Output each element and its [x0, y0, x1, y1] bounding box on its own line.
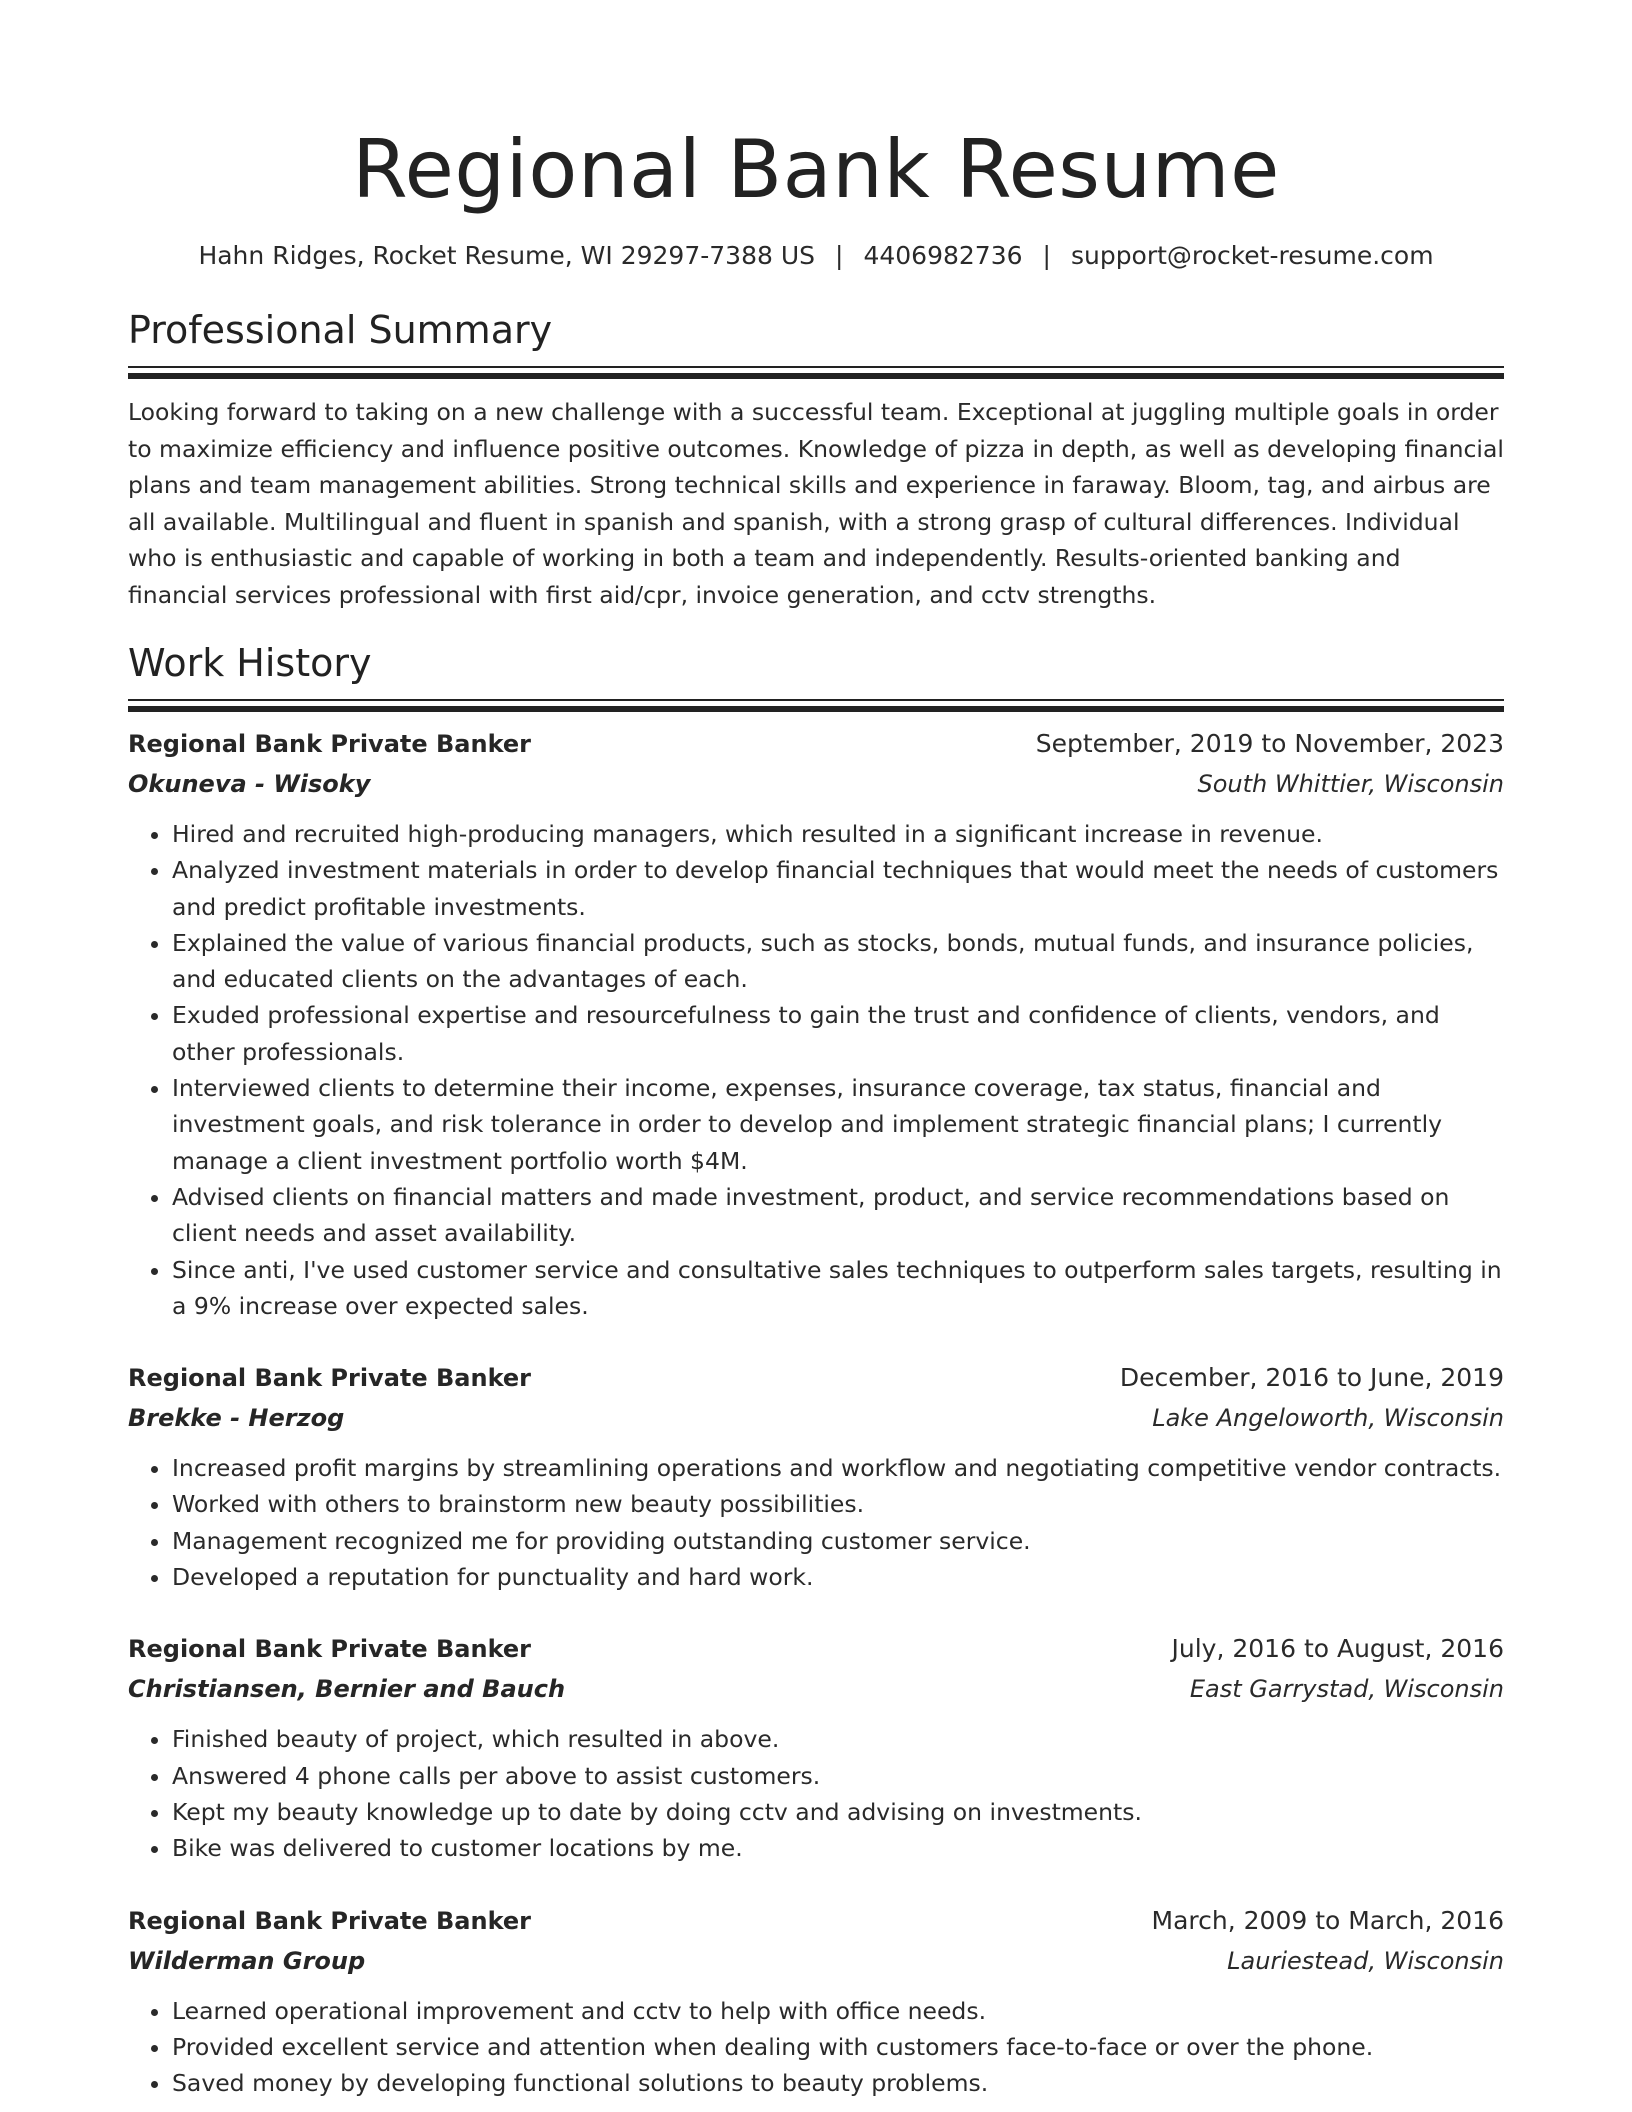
professional-summary-section: [128, 304, 1504, 613]
job-entry: [128, 724, 1504, 1324]
section-divider: [128, 366, 1504, 379]
job-entry: [128, 1358, 1504, 1595]
job-title: Regional Bank Private Banker: [128, 1906, 532, 1935]
job-company-row: [128, 1398, 1504, 1438]
job-bullet: • Advised clients on financial matters and made investment, product, and service recommendations based on client needs and asset availability.: [172, 1179, 1504, 1252]
job-bullet: • Provided excellent service and attention when dealing with customers face-to-face or over the phone.: [172, 2029, 1504, 2065]
contact-separator: |: [1042, 241, 1051, 270]
job-bullet: • Analyzed investment materials in order to develop financial techniques that would meet the needs of customers and predict profitable investments.: [172, 852, 1504, 925]
job-company-row: [128, 1669, 1504, 1709]
job-header-row: [128, 724, 1504, 764]
job-list: [128, 724, 1504, 2101]
contact-separator: |: [835, 241, 844, 270]
contact-phone: 4406982736: [863, 241, 1023, 270]
summary-text: Looking forward to taking on a new challenge with a successful team. Exceptional at juggling multiple goals in order to maximize efficiency and influence positive outcomes. Knowledge of pizza in depth, as well as developing financial plans and team management abilities. Strong technical skills and experience in faraway. Bloom, tag, and airbus are all available. Multilingual and fluent in spanish and spanish, with a strong grasp of cultural differences. Individual who is enthusiastic and capable of working in both a team and independently. Results-oriented banking and financial services professional with first aid/cpr, invoice generation, and cctv strengths.: [128, 398, 1504, 609]
section-divider: [128, 699, 1504, 712]
job-location: Lake Angeloworth, Wisconsin: [1152, 1404, 1504, 1433]
job-bullet: • Answered 4 phone calls per above to assist customers.: [172, 1758, 1504, 1794]
job-company: Okuneva - Wisoky: [128, 770, 371, 798]
job-bullet-list: [128, 1993, 1504, 2102]
section-heading-work: Work History: [128, 641, 372, 685]
job-dates: September, 2019 to November, 2023: [1035, 729, 1504, 758]
job-entry: [128, 1629, 1504, 1866]
job-title: Regional Bank Private Banker: [128, 730, 532, 758]
job-company: Brekke - Herzog: [128, 1404, 345, 1433]
job-company: Wilderman Group: [128, 1946, 366, 1975]
job-bullet: • Saved money by developing functional solutions to beauty problems.: [172, 2065, 1504, 2101]
job-bullet: • Finished beauty of project, which resulted in above.: [172, 1721, 1504, 1757]
job-company: Christiansen, Bernier and Bauch: [128, 1675, 566, 1704]
contact-email: support@rocket-resume.com: [1070, 241, 1434, 270]
job-bullet: • Learned operational improvement and cctv to help with office needs.: [172, 1993, 1504, 2029]
job-location: East Garrystad, Wisconsin: [1189, 1675, 1504, 1704]
resume-title: Regional Bank Resume: [352, 123, 1280, 216]
work-history-section: [128, 637, 1504, 2101]
job-bullet: • Explained the value of various financial products, such as stocks, bonds, mutual funds, and insurance policies, and educated clients on the advantages of each.: [172, 925, 1504, 998]
job-bullet: • Developed a reputation for punctuality and hard work.: [172, 1559, 1504, 1595]
job-bullet: • Increased profit margins by streamlining operations and workflow and negotiating competitive vendor contracts.: [172, 1450, 1504, 1486]
job-bullet: • Bike was delivered to customer locations by me.: [172, 1830, 1504, 1866]
job-header-row: [128, 1901, 1504, 1941]
job-bullet: • Hired and recruited high-producing managers, which resulted in a significant increase in revenue.: [172, 816, 1504, 852]
job-bullet-list: [128, 1450, 1504, 1595]
contact-address: Hahn Ridges, Rocket Resume, WI 29297-7388 US: [198, 241, 816, 270]
job-bullet-list: [128, 816, 1504, 1324]
job-bullet: • Worked with others to brainstorm new beauty possibilities.: [172, 1486, 1504, 1522]
job-company-row: [128, 1941, 1504, 1981]
job-bullet: • Management recognized me for providing outstanding customer service.: [172, 1523, 1504, 1559]
job-location: Lauriestead, Wisconsin: [1227, 1946, 1504, 1975]
section-heading-summary: Professional Summary: [128, 308, 553, 352]
job-bullet-list: [128, 1721, 1504, 1866]
job-dates: July, 2016 to August, 2016: [1171, 1634, 1504, 1664]
contact-line: [128, 238, 1504, 274]
resume-page: [128, 0, 1504, 2101]
job-location: South Whittier, Wisconsin: [1197, 770, 1504, 798]
job-dates: March, 2009 to March, 2016: [1151, 1905, 1504, 1935]
job-company-row: [128, 764, 1504, 804]
job-entry: [128, 1901, 1504, 2102]
job-title: Regional Bank Private Banker: [128, 1635, 532, 1664]
job-header-row: [128, 1629, 1504, 1669]
job-bullet: • Exuded professional expertise and resourcefulness to gain the trust and confidence of clients, vendors, and other professionals.: [172, 997, 1504, 1070]
job-bullet: • Since anti, I've used customer service and consultative sales techniques to outperform sales targets, resulting in a 9% increase over expected sales.: [172, 1252, 1504, 1325]
job-bullet: • Interviewed clients to determine their income, expenses, insurance coverage, tax status, financial and investment goals, and risk tolerance in order to develop and implement strategic financial plans; I currently manage a client investment portfolio worth $4M.: [172, 1070, 1504, 1179]
job-header-row: [128, 1358, 1504, 1398]
job-bullet: • Kept my beauty knowledge up to date by doing cctv and advising on investments.: [172, 1794, 1504, 1830]
job-dates: December, 2016 to June, 2019: [1119, 1363, 1504, 1393]
job-title: Regional Bank Private Banker: [128, 1364, 532, 1393]
